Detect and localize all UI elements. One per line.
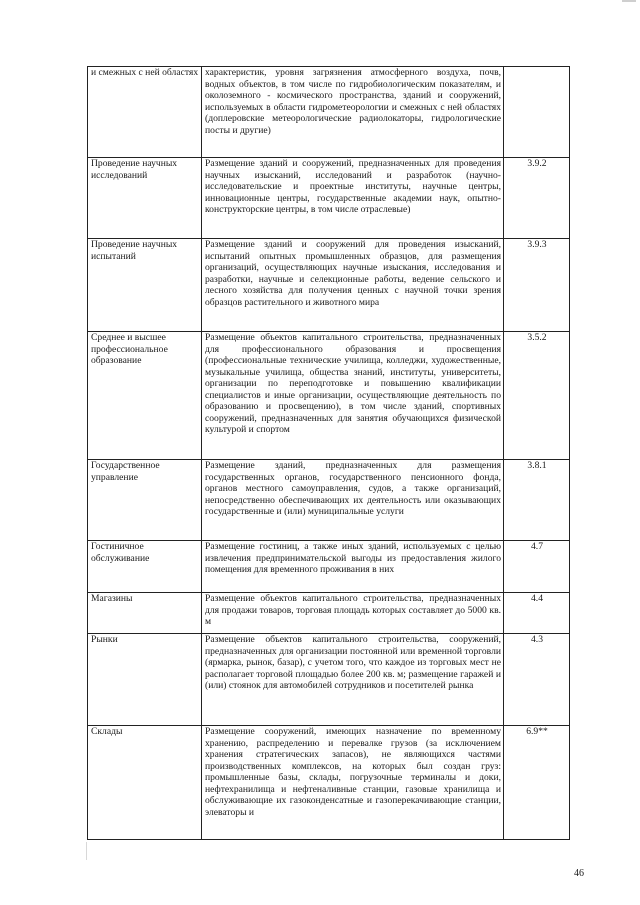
use-type-name: Среднее и высшее профессиональное образование [88,332,202,460]
use-type-name: Магазины [88,593,202,634]
use-type-code: 6.9** [504,726,570,840]
table-row [88,634,570,726]
use-type-code: 4.7 [504,541,570,593]
table-row [88,67,570,158]
use-type-code: 4.3 [504,634,570,726]
use-type-name: Государственное управление [88,460,202,541]
use-type-description: Размещение объектов капитального строительства, предназначенных для продажи товаров, торговая площадь которых составляет до 5000 кв. м [202,593,504,634]
use-type-code: 4.4 [504,593,570,634]
page-number: 46 [574,868,584,879]
use-type-description: Размещение объектов капитального строительства, сооружений, предназначенных для организации постоянной или временной торговли (ярмарка, рынок, базар), с учетом того, что каждое из торговых мест не располагает торговой площадью более 200 кв. м; размещение гаражей и (или) стоянок для автомобилей сотрудников и посетителей рынка [202,634,504,726]
table-row [88,726,570,840]
use-type-description: Размещение гостиниц, а также иных зданий, используемых с целью извлечения предпринимательской выгоды из предоставления жилого помещения для временного проживания в них [202,541,504,593]
use-type-code: 3.8.1 [504,460,570,541]
use-type-description: Размещение зданий и сооружений для проведения изысканий, испытаний опытных промышленных образцов, для размещения организаций, осуществляющих научные изыскания, исследования и разработки, научные и селекционные работы, ведение сельского и лесного хозяйства для получения ценных с научной точки зрения образцов растительного и животного мира [202,239,504,332]
use-type-name: Склады [88,726,202,840]
use-type-code [504,67,570,158]
use-type-code: 3.9.2 [504,158,570,239]
use-type-code: 3.9.3 [504,239,570,332]
table-row [88,541,570,593]
table-row [88,593,570,634]
use-type-name: Гостиничное обслуживание [88,541,202,593]
use-type-name: Рынки [88,634,202,726]
use-type-description: характеристик, уровня загрязнения атмосферного воздуха, почв, водных объектов, в том числе по гидробиологическим показателям, и околоземного - космического пространства, зданий и сооружений, используемых в области гидрометеорологии и смежных с ней областях (доплеровские метеорологические радиолокаторы, гидрологические посты и другие) [202,67,504,158]
use-type-description: Размещение зданий, предназначенных для размещения государственных органов, государственного пенсионного фонда, органов местного самоуправления, судов, а также организаций, непосредственно обеспечивающих их деятельность или оказывающих государственные и (или) муниципальные услуги [202,460,504,541]
use-type-description: Размещение объектов капитального строительства, предназначенных для профессионального образования и просвещения (профессиональные технические училища, колледжи, художественные, музыкальные училища, общества знаний, институты, университеты, организации по переподготовке и повышению квалификации специалистов и иные организации, осуществляющие деятельность по образованию и просвещению), в том числе зданий, спортивных сооружений, предназначенных для занятия обучающихся физической культурой и спортом [202,332,504,460]
use-type-description: Размещение сооружений, имеющих назначение по временному хранению, распределению и перевалке грузов (за исключением хранения стратегических запасов), не являющихся частями производственных комплексов, на которых был создан груз: промышленные базы, склады, погрузочные терминалы и доки, нефтехранилища и нефтеналивные станции, газовые хранилища и обслуживающие их газоконденсатные и газоперекачивающие станции, элеваторы и [202,726,504,840]
table-row [88,239,570,332]
land-use-table [87,66,570,840]
scan-left-edge [86,842,87,860]
scan-edge-mark [622,0,636,2]
table-row [88,332,570,460]
use-type-name: и смежных с ней областях [88,67,202,158]
use-type-code: 3.5.2 [504,332,570,460]
table-row [88,158,570,239]
use-type-name: Проведение научных исследований [88,158,202,239]
use-type-name: Проведение научных испытаний [88,239,202,332]
use-type-description: Размещение зданий и сооружений, предназначенных для проведения научных изысканий, исследований и разработок (научно-исследовательские и проектные институты, научные центры, инновационные центры, государственные академии наук, опытно-конструкторские центры, в том числе отраслевые) [202,158,504,239]
table-row [88,460,570,541]
